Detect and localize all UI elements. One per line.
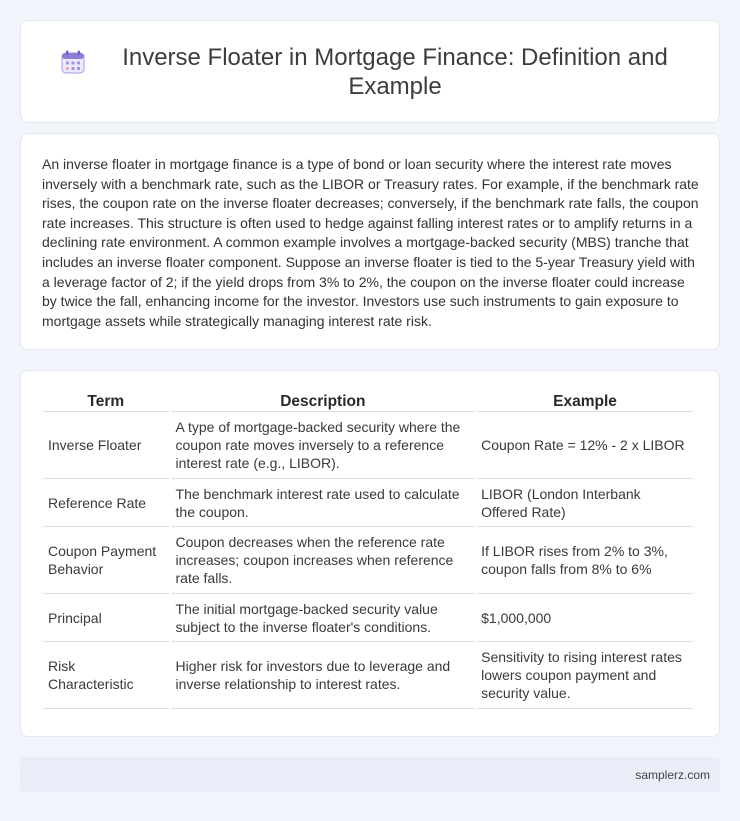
- description-cell: A type of mortgage-backed security where the coupon rate moves inversely to a reference interest rate (e.g., LIBOR).: [172, 412, 475, 479]
- table-header-row: [43, 389, 693, 412]
- header-description: Description: [172, 389, 475, 412]
- term-cell: Inverse Floater: [43, 412, 169, 479]
- example-cell: Sensitivity to rising interest rates lowers coupon payment and security value.: [477, 642, 693, 709]
- title-card: [20, 20, 720, 123]
- table-card: [20, 370, 720, 737]
- footer-site-link[interactable]: samplerz.com: [635, 767, 710, 782]
- table-row: [43, 479, 693, 527]
- intro-card: [20, 133, 720, 350]
- table-row: [43, 412, 693, 479]
- terms-table: [40, 389, 696, 709]
- description-cell: The initial mortgage-backed security value subject to the inverse floater's conditions.: [172, 594, 475, 642]
- description-cell: The benchmark interest rate used to calculate the coupon.: [172, 479, 475, 527]
- example-cell: Coupon Rate = 12% - 2 x LIBOR: [477, 412, 693, 479]
- title-wrap: [60, 43, 680, 101]
- intro-paragraph: An inverse floater in mortgage finance is a type of bond or loan security where the interest rate moves inversely with a benchmark rate, such as the LIBOR or Treasury rates. For example, if the benchmark rate rises, the coupon rate on the inverse floater decreases; conversely, if the benchmark rate falls, the coupon rate increases. This structure is often used to hedge against falling interest rates or to amplify returns in a declining rate environment. A common example involves a mortgage-backed security (MBS) tranche that includes an inverse floater component. Suppose an inverse floater is tied to the 5-year Treasury yield with a leverage factor of 2; if the yield drops from 3% to 2%, the coupon on the inverse floater could increase by twice the fall, enhancing income for the investor. Investors use such instruments to gain exposure to mortgage assets while strategically managing interest rate risk.: [42, 156, 699, 329]
- header-term: Term: [43, 389, 169, 412]
- description-cell: Higher risk for investors due to leverage and inverse relationship to interest rates.: [172, 642, 475, 709]
- table-row: [43, 642, 693, 709]
- table-row: [43, 594, 693, 642]
- example-cell: $1,000,000: [477, 594, 693, 642]
- calendar-icon: [60, 49, 86, 75]
- example-cell: LIBOR (London Interbank Offered Rate): [477, 479, 693, 527]
- description-cell: Coupon decreases when the reference rate increases; coupon increases when reference rate falls.: [172, 527, 475, 594]
- page-title: Inverse Floater in Mortgage Finance: Definition and Example: [122, 43, 668, 100]
- term-cell: Risk Characteristic: [43, 642, 169, 709]
- header-example: Example: [477, 389, 693, 412]
- term-cell: Coupon Payment Behavior: [43, 527, 169, 594]
- table-row: [43, 527, 693, 594]
- footer: [20, 757, 720, 792]
- term-cell: Reference Rate: [43, 479, 169, 527]
- term-cell: Principal: [43, 594, 169, 642]
- example-cell: If LIBOR rises from 2% to 3%, coupon falls from 8% to 6%: [477, 527, 693, 594]
